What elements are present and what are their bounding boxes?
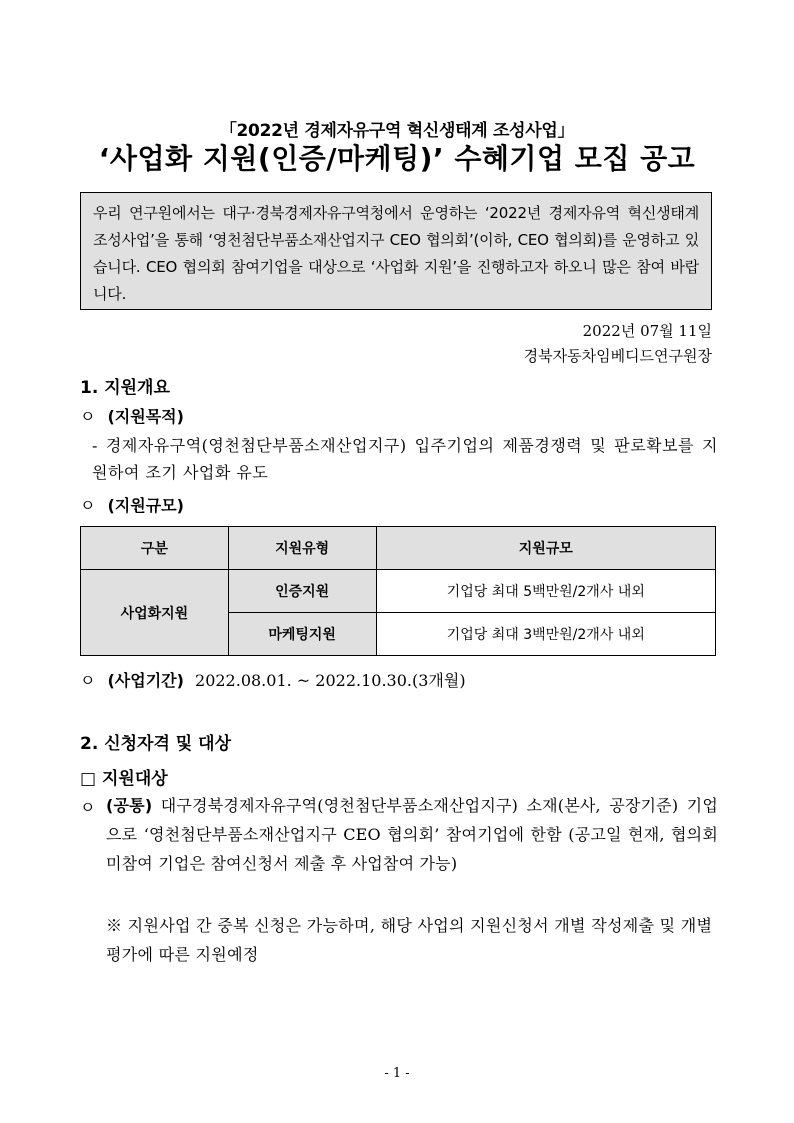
scale-cell: 기업당 최대 3백만원/2개사 내외	[376, 613, 715, 656]
table-row	[81, 570, 716, 613]
common-mark: ㅇ	[80, 798, 96, 817]
bullet-mark: ㅇ	[80, 671, 96, 690]
section-2-heading: 2. 신청자격 및 대상	[80, 734, 231, 754]
scale-label: (지원규모)	[107, 496, 184, 515]
bullet-mark: ㅇ	[80, 407, 96, 426]
table-header-row	[81, 527, 716, 570]
announcement-subtitle: 「2022년 경제자유구역 혁신생태계 조성사업」	[219, 121, 575, 141]
type-cell: 마케팅지원	[228, 613, 376, 656]
duplicate-note: ※ 지원사업 간 중복 신청은 가능하며, 해당 사업의 지원신청서 개별 작성제출 및 개별 평가에 따른 지원예정	[106, 916, 713, 964]
notice-box: 우리 연구원에서는 대구·경북경제자유구역청에서 운영하는 ‘2022년 경제자유역 혁신생태계 조성사업’을 통해 ‘영천첨단부품소재산업지구 CEO 협의회’(이하, CEO 협의회)를 운영하고 있습니다. CEO 협의회 참여기업을 대상으로 ‘사업화 지원’을 진행하고자 하오니 많은 참여 바랍니다.	[80, 192, 712, 310]
purpose-text: - 경제자유구역(영천첨단부품소재산업지구) 입주기업의 제품경쟁력 및 판로확보를 지원하여 조기 사업화 유도	[92, 436, 718, 482]
period-text: 2022.08.01. ~ 2022.10.30.(3개월)	[195, 671, 466, 690]
common-label: (공통)	[106, 796, 153, 815]
table-header-cell: 지원유형	[228, 527, 376, 570]
support-scale-table	[80, 526, 716, 656]
announcement-date: 2022년 07월 11일	[582, 322, 712, 340]
announcement-title: ‘사업화 지원(인증/마케팅)’ 수혜기업 모집 공고	[98, 142, 696, 175]
type-cell: 인증지원	[228, 570, 376, 613]
common-item	[106, 791, 718, 878]
scale-cell: 기업당 최대 5백만원/2개사 내외	[376, 570, 715, 613]
purpose-item	[80, 404, 184, 427]
common-text: 대구경북경제자유구역(영천첨단부품소재산업지구) 소재(본사, 공장기준) 기업으로 ‘영천첨단부품소재산업지구 CEO 협의회’ 참여기업에 한함 (공고일 현재, 협의회 미참여 기업은 참여신청서 제출 후 사업참여 가능)	[106, 796, 718, 873]
bullet-mark: ㅇ	[80, 496, 96, 515]
period-item	[80, 668, 466, 691]
target-heading: □ 지원대상	[80, 769, 168, 789]
page-number: - 1 -	[384, 1066, 410, 1081]
purpose-label: (지원목적)	[107, 407, 184, 426]
table-header-cell: 지원규모	[376, 527, 715, 570]
section-1-heading: 1. 지원개요	[80, 378, 170, 398]
period-label: (사업기간)	[107, 671, 184, 690]
table-header-cell: 구분	[81, 527, 229, 570]
issuer: 경북자동차임베디드연구원장	[523, 347, 712, 365]
scale-item	[80, 493, 184, 516]
group-cell: 사업화지원	[81, 570, 229, 656]
